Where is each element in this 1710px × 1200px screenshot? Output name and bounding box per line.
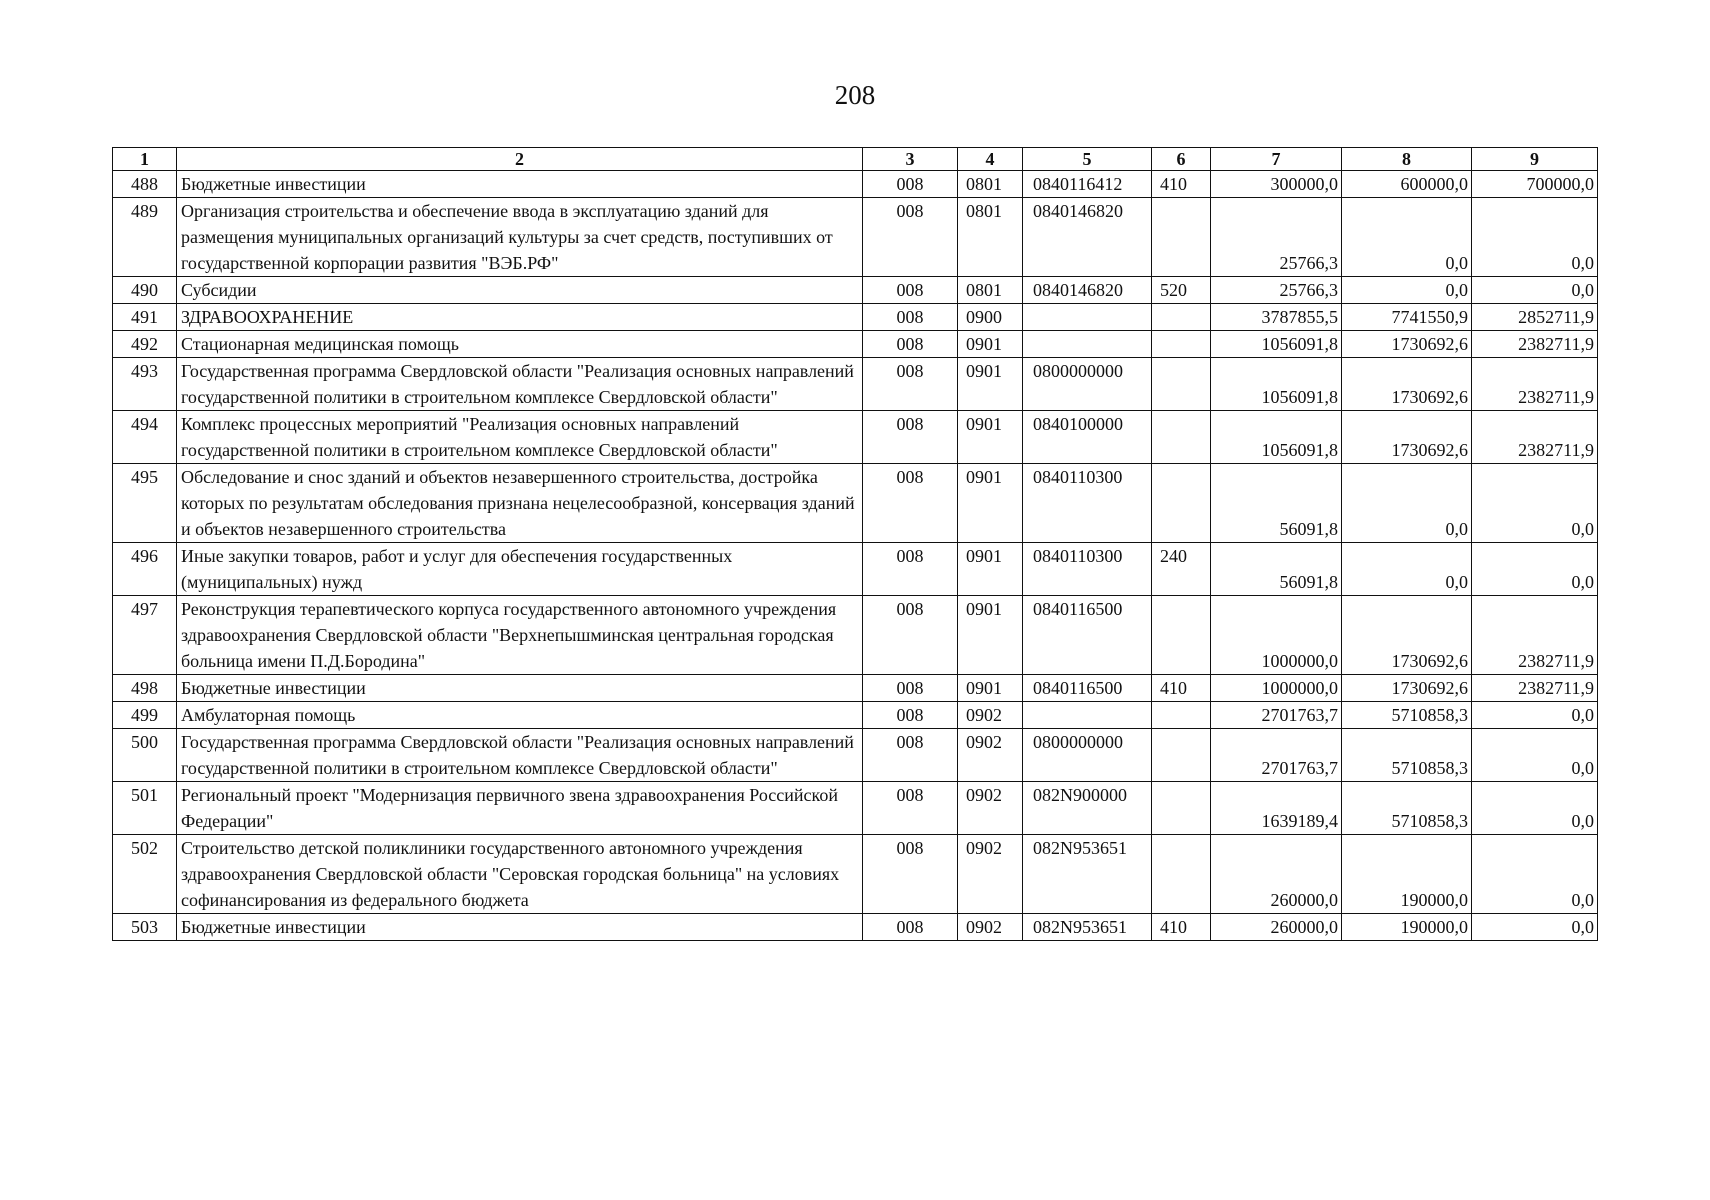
code-target: 0840110300 — [1023, 464, 1152, 543]
row-number: 494 — [113, 411, 177, 464]
code-ministry: 008 — [863, 914, 958, 941]
code-target: 082N900000 — [1023, 782, 1152, 835]
code-target: 0840146820 — [1023, 198, 1152, 277]
value-col-8: 1730692,6 — [1342, 411, 1472, 464]
code-expense-type — [1152, 835, 1211, 914]
value-col-9: 0,0 — [1472, 914, 1598, 941]
code-section: 0901 — [958, 331, 1023, 358]
code-section: 0801 — [958, 171, 1023, 198]
code-expense-type — [1152, 596, 1211, 675]
code-section: 0902 — [958, 914, 1023, 941]
code-expense-type — [1152, 782, 1211, 835]
row-name: Бюджетные инвестиции — [177, 675, 863, 702]
value-col-8: 5710858,3 — [1342, 702, 1472, 729]
col-header-6: 6 — [1152, 148, 1211, 171]
code-target — [1023, 331, 1152, 358]
table-row — [113, 277, 1598, 304]
code-section: 0901 — [958, 596, 1023, 675]
value-col-9: 700000,0 — [1472, 171, 1598, 198]
value-col-9: 2382711,9 — [1472, 358, 1598, 411]
code-section: 0901 — [958, 543, 1023, 596]
code-section: 0902 — [958, 782, 1023, 835]
header-row — [113, 148, 1598, 171]
value-col-9: 2852711,9 — [1472, 304, 1598, 331]
col-header-7: 7 — [1211, 148, 1342, 171]
col-header-8: 8 — [1342, 148, 1472, 171]
code-ministry: 008 — [863, 304, 958, 331]
value-col-8: 1730692,6 — [1342, 331, 1472, 358]
value-col-9: 0,0 — [1472, 835, 1598, 914]
value-col-8: 0,0 — [1342, 198, 1472, 277]
value-col-7: 1056091,8 — [1211, 331, 1342, 358]
table-row — [113, 358, 1598, 411]
code-expense-type — [1152, 358, 1211, 411]
code-section: 0901 — [958, 411, 1023, 464]
row-name: Государственная программа Свердловской области "Реализация основных направлений государственной политики в строительном комплексе Свердловской области" — [177, 729, 863, 782]
value-col-9: 0,0 — [1472, 729, 1598, 782]
code-expense-type — [1152, 729, 1211, 782]
code-ministry: 008 — [863, 729, 958, 782]
table-row — [113, 411, 1598, 464]
value-col-7: 1639189,4 — [1211, 782, 1342, 835]
table-row — [113, 331, 1598, 358]
code-expense-type — [1152, 304, 1211, 331]
table-row — [113, 596, 1598, 675]
row-number: 490 — [113, 277, 177, 304]
value-col-8: 190000,0 — [1342, 914, 1472, 941]
row-number: 501 — [113, 782, 177, 835]
row-name: Бюджетные инвестиции — [177, 171, 863, 198]
col-header-2: 2 — [177, 148, 863, 171]
value-col-8: 5710858,3 — [1342, 729, 1472, 782]
code-expense-type: 410 — [1152, 675, 1211, 702]
value-col-9: 0,0 — [1472, 277, 1598, 304]
code-section: 0901 — [958, 675, 1023, 702]
code-ministry: 008 — [863, 411, 958, 464]
row-number: 497 — [113, 596, 177, 675]
row-name: Реконструкция терапевтического корпуса государственного автономного учреждения здравоохранения Свердловской области "Верхнепышминская центральная городская больница имени П.Д.Бородина" — [177, 596, 863, 675]
code-ministry: 008 — [863, 702, 958, 729]
value-col-7: 1000000,0 — [1211, 675, 1342, 702]
code-expense-type — [1152, 331, 1211, 358]
row-number: 489 — [113, 198, 177, 277]
col-header-5: 5 — [1023, 148, 1152, 171]
value-col-7: 3787855,5 — [1211, 304, 1342, 331]
code-section: 0901 — [958, 464, 1023, 543]
value-col-9: 2382711,9 — [1472, 331, 1598, 358]
value-col-8: 600000,0 — [1342, 171, 1472, 198]
value-col-9: 2382711,9 — [1472, 596, 1598, 675]
row-name: Региональный проект "Модернизация первичного звена здравоохранения Российской Федерации" — [177, 782, 863, 835]
code-expense-type — [1152, 464, 1211, 543]
row-number: 496 — [113, 543, 177, 596]
code-expense-type: 240 — [1152, 543, 1211, 596]
value-col-7: 56091,8 — [1211, 464, 1342, 543]
value-col-7: 2701763,7 — [1211, 729, 1342, 782]
value-col-7: 1000000,0 — [1211, 596, 1342, 675]
code-ministry: 008 — [863, 596, 958, 675]
code-ministry: 008 — [863, 782, 958, 835]
code-target — [1023, 304, 1152, 331]
code-target: 0840116412 — [1023, 171, 1152, 198]
value-col-8: 190000,0 — [1342, 835, 1472, 914]
row-number: 493 — [113, 358, 177, 411]
code-ministry: 008 — [863, 675, 958, 702]
table-row — [113, 914, 1598, 941]
code-target: 082N953651 — [1023, 914, 1152, 941]
value-col-9: 0,0 — [1472, 702, 1598, 729]
code-ministry: 008 — [863, 198, 958, 277]
code-ministry: 008 — [863, 464, 958, 543]
value-col-9: 2382711,9 — [1472, 675, 1598, 702]
row-number: 492 — [113, 331, 177, 358]
row-name: Субсидии — [177, 277, 863, 304]
code-ministry: 008 — [863, 171, 958, 198]
value-col-7: 260000,0 — [1211, 835, 1342, 914]
table-row — [113, 304, 1598, 331]
code-section: 0801 — [958, 277, 1023, 304]
code-expense-type: 410 — [1152, 171, 1211, 198]
value-col-7: 2701763,7 — [1211, 702, 1342, 729]
code-target: 0840116500 — [1023, 675, 1152, 702]
table-row — [113, 782, 1598, 835]
value-col-7: 300000,0 — [1211, 171, 1342, 198]
table-row — [113, 702, 1598, 729]
value-col-8: 7741550,9 — [1342, 304, 1472, 331]
value-col-7: 260000,0 — [1211, 914, 1342, 941]
code-target: 0800000000 — [1023, 729, 1152, 782]
code-section: 0902 — [958, 702, 1023, 729]
code-target: 0840110300 — [1023, 543, 1152, 596]
code-expense-type — [1152, 198, 1211, 277]
code-target: 0840100000 — [1023, 411, 1152, 464]
col-header-3: 3 — [863, 148, 958, 171]
row-name: Комплекс процессных мероприятий "Реализация основных направлений государственной политики в строительном комплексе Свердловской области" — [177, 411, 863, 464]
value-col-8: 1730692,6 — [1342, 675, 1472, 702]
value-col-7: 56091,8 — [1211, 543, 1342, 596]
code-target: 0840116500 — [1023, 596, 1152, 675]
value-col-9: 0,0 — [1472, 782, 1598, 835]
table-row — [113, 198, 1598, 277]
code-section: 0902 — [958, 729, 1023, 782]
code-ministry: 008 — [863, 277, 958, 304]
value-col-9: 0,0 — [1472, 543, 1598, 596]
code-expense-type: 520 — [1152, 277, 1211, 304]
page-number: 208 — [834, 80, 876, 110]
row-number: 500 — [113, 729, 177, 782]
value-col-8: 1730692,6 — [1342, 596, 1472, 675]
row-number: 498 — [113, 675, 177, 702]
row-name: Иные закупки товаров, работ и услуг для обеспечения государственных (муниципальных) нужд — [177, 543, 863, 596]
code-section: 0902 — [958, 835, 1023, 914]
table-row — [113, 171, 1598, 198]
value-col-8: 0,0 — [1342, 464, 1472, 543]
value-col-7: 1056091,8 — [1211, 358, 1342, 411]
code-target: 082N953651 — [1023, 835, 1152, 914]
row-name: Организация строительства и обеспечение ввода в эксплуатацию зданий для размещения муниципальных организаций культуры за счет средств, поступивших от государственной корпорации развития "ВЭБ.РФ" — [177, 198, 863, 277]
table-row — [113, 675, 1598, 702]
table-row — [113, 835, 1598, 914]
row-number: 499 — [113, 702, 177, 729]
code-section: 0900 — [958, 304, 1023, 331]
code-target: 0840146820 — [1023, 277, 1152, 304]
row-number: 503 — [113, 914, 177, 941]
col-header-9: 9 — [1472, 148, 1598, 171]
code-section: 0801 — [958, 198, 1023, 277]
value-col-9: 0,0 — [1472, 198, 1598, 277]
row-number: 488 — [113, 171, 177, 198]
code-target: 0800000000 — [1023, 358, 1152, 411]
table-row — [113, 464, 1598, 543]
table-row — [113, 543, 1598, 596]
row-number: 502 — [113, 835, 177, 914]
value-col-7: 25766,3 — [1211, 277, 1342, 304]
value-col-7: 1056091,8 — [1211, 411, 1342, 464]
code-section: 0901 — [958, 358, 1023, 411]
code-expense-type — [1152, 702, 1211, 729]
value-col-8: 1730692,6 — [1342, 358, 1472, 411]
value-col-7: 25766,3 — [1211, 198, 1342, 277]
budget-table — [112, 147, 1598, 941]
col-header-1: 1 — [113, 148, 177, 171]
value-col-9: 2382711,9 — [1472, 411, 1598, 464]
code-ministry: 008 — [863, 835, 958, 914]
code-ministry: 008 — [863, 358, 958, 411]
row-name: Стационарная медицинская помощь — [177, 331, 863, 358]
value-col-9: 0,0 — [1472, 464, 1598, 543]
code-ministry: 008 — [863, 543, 958, 596]
code-expense-type — [1152, 411, 1211, 464]
row-name: Бюджетные инвестиции — [177, 914, 863, 941]
row-name: Обследование и снос зданий и объектов незавершенного строительства, достройка которых по результатам обследования признана нецелесообразной, консервация зданий и объектов незавершенного строительства — [177, 464, 863, 543]
code-ministry: 008 — [863, 331, 958, 358]
value-col-8: 0,0 — [1342, 277, 1472, 304]
row-name: Государственная программа Свердловской области "Реализация основных направлений государственной политики в строительном комплексе Свердловской области" — [177, 358, 863, 411]
table-body — [113, 171, 1598, 941]
row-name: Амбулаторная помощь — [177, 702, 863, 729]
table-row — [113, 729, 1598, 782]
code-target — [1023, 702, 1152, 729]
row-number: 495 — [113, 464, 177, 543]
code-expense-type: 410 — [1152, 914, 1211, 941]
row-name: Строительство детской поликлиники государственного автономного учреждения здравоохранения Свердловской области "Серовская городская больница" на условиях софинансирования из федерального бюджета — [177, 835, 863, 914]
row-number: 491 — [113, 304, 177, 331]
row-name: ЗДРАВООХРАНЕНИЕ — [177, 304, 863, 331]
value-col-8: 0,0 — [1342, 543, 1472, 596]
col-header-4: 4 — [958, 148, 1023, 171]
value-col-8: 5710858,3 — [1342, 782, 1472, 835]
